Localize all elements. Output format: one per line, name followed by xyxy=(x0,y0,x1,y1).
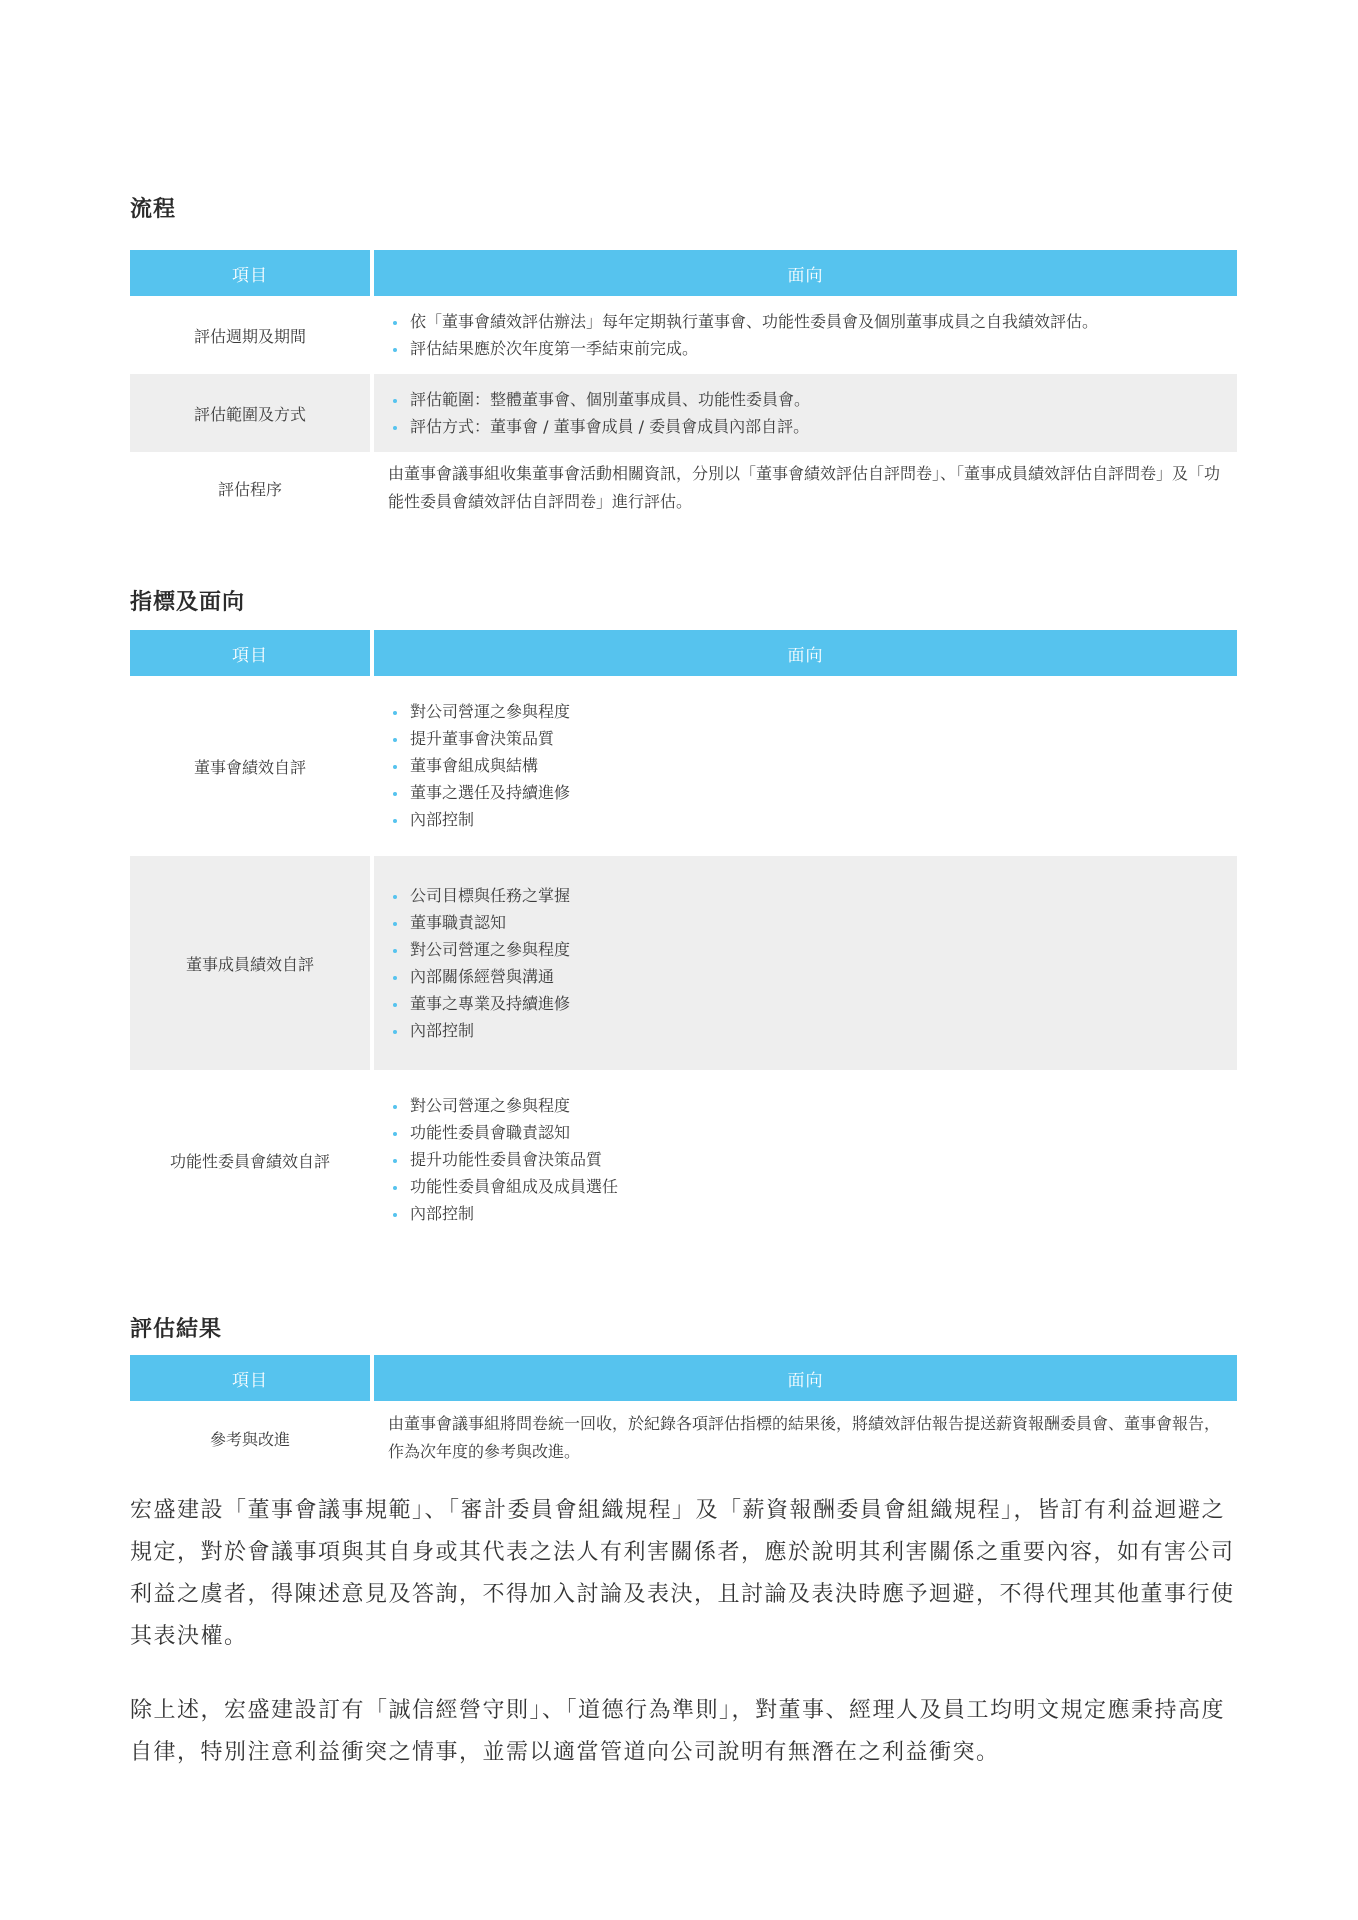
row-label: 評估週期及期間 xyxy=(130,296,374,374)
table-row xyxy=(130,676,1237,856)
indicators-table xyxy=(130,630,1237,1250)
bullet-item: 依「董事會績效評估辦法」每年定期執行董事會、功能性委員會及個別董事成員之自我績效評估。 xyxy=(388,312,1223,332)
row-content xyxy=(374,452,1237,524)
column-header-item: 項目 xyxy=(130,630,374,676)
column-header-aspect: 面向 xyxy=(374,630,1237,676)
bullet-item: 董事之選任及持續進修 xyxy=(388,783,1223,803)
bullet-item: 內部控制 xyxy=(388,810,1223,830)
row-content xyxy=(374,374,1237,452)
bullet-item: 董事職責認知 xyxy=(388,913,1223,933)
body-paragraph: 宏盛建設「董事會議事規範」、「審計委員會組織規程」及「薪資報酬委員會組織規程」，皆訂有利益迴避之規定，對於會議事項與其自身或其代表之法人有利害關係者，應於說明其利害關係之重要內容，如有害公司利益之虞者，得陳述意見及答詢，不得加入討論及表決，且討論及表決時應予迴避，不得代理其他董事行使其表決權。 xyxy=(130,1498,1235,1649)
row-content xyxy=(374,1070,1237,1250)
row-label: 評估程序 xyxy=(130,452,374,524)
row-content xyxy=(374,1401,1237,1475)
section-title-process: 流程 xyxy=(130,197,177,222)
table-header-row xyxy=(130,1355,1237,1401)
column-header-aspect: 面向 xyxy=(374,250,1237,296)
body-paragraph: 除上述，宏盛建設訂有「誠信經營守則」、「道德行為準則」，對董事、經理人及員工均明文規定應秉持高度自律，特別注意利益衝突之情事，並需以適當管道向公司說明有無潛在之利益衝突。 xyxy=(130,1698,1226,1765)
table-header-row xyxy=(130,250,1237,296)
row-text: 由董事會議事組收集董事會活動相關資訊，分別以「董事會績效評估自評問卷」、「董事成員績效評估自評問卷」及「功能性委員會績效評估自評問卷」進行評估。 xyxy=(388,464,1221,511)
bullet-item: 提升功能性委員會決策品質 xyxy=(388,1150,1223,1170)
process-table xyxy=(130,250,1237,524)
column-header-aspect: 面向 xyxy=(374,1355,1237,1401)
row-content xyxy=(374,676,1237,856)
row-label: 董事會績效自評 xyxy=(130,676,374,856)
bullet-item: 董事之專業及持續進修 xyxy=(388,994,1223,1014)
row-text: 由董事會議事組將問卷統一回收，於紀錄各項評估指標的結果後，將績效評估報告提送薪資報酬委員會、董事會報告，作為次年度的參考與改進。 xyxy=(388,1414,1221,1461)
row-label: 功能性委員會績效自評 xyxy=(130,1070,374,1250)
bullet-item: 內部控制 xyxy=(388,1021,1223,1041)
table-row xyxy=(130,452,1237,524)
section-title-results: 評估結果 xyxy=(130,1317,223,1342)
bullet-item: 評估範圍：整體董事會、個別董事成員、功能性委員會。 xyxy=(388,390,1223,410)
row-label: 董事成員績效自評 xyxy=(130,856,374,1070)
bullet-item: 董事會組成與結構 xyxy=(388,756,1223,776)
table-header-row xyxy=(130,630,1237,676)
column-header-item: 項目 xyxy=(130,250,374,296)
bullet-item: 內部控制 xyxy=(388,1204,1223,1224)
bullet-item: 對公司營運之參與程度 xyxy=(388,940,1223,960)
section-title-indicators: 指標及面向 xyxy=(130,590,246,615)
bullet-item: 功能性委員會組成及成員選任 xyxy=(388,1177,1223,1197)
row-content xyxy=(374,856,1237,1070)
bullet-item: 公司目標與任務之掌握 xyxy=(388,886,1223,906)
bullet-item: 提升董事會決策品質 xyxy=(388,729,1223,749)
row-label: 評估範圍及方式 xyxy=(130,374,374,452)
bullet-item: 評估結果應於次年度第一季結束前完成。 xyxy=(388,339,1223,359)
table-row xyxy=(130,374,1237,452)
table-row xyxy=(130,1401,1237,1475)
row-label: 參考與改進 xyxy=(130,1401,374,1475)
results-table xyxy=(130,1355,1237,1475)
bullet-item: 對公司營運之參與程度 xyxy=(388,1096,1223,1116)
table-row xyxy=(130,1070,1237,1250)
bullet-item: 評估方式：董事會 / 董事會成員 / 委員會成員內部自評。 xyxy=(388,417,1223,437)
bullet-item: 對公司營運之參與程度 xyxy=(388,702,1223,722)
table-row xyxy=(130,296,1237,374)
row-content xyxy=(374,296,1237,374)
table-row xyxy=(130,856,1237,1070)
bullet-item: 內部關係經營與溝通 xyxy=(388,967,1223,987)
column-header-item: 項目 xyxy=(130,1355,374,1401)
bullet-item: 功能性委員會職責認知 xyxy=(388,1123,1223,1143)
